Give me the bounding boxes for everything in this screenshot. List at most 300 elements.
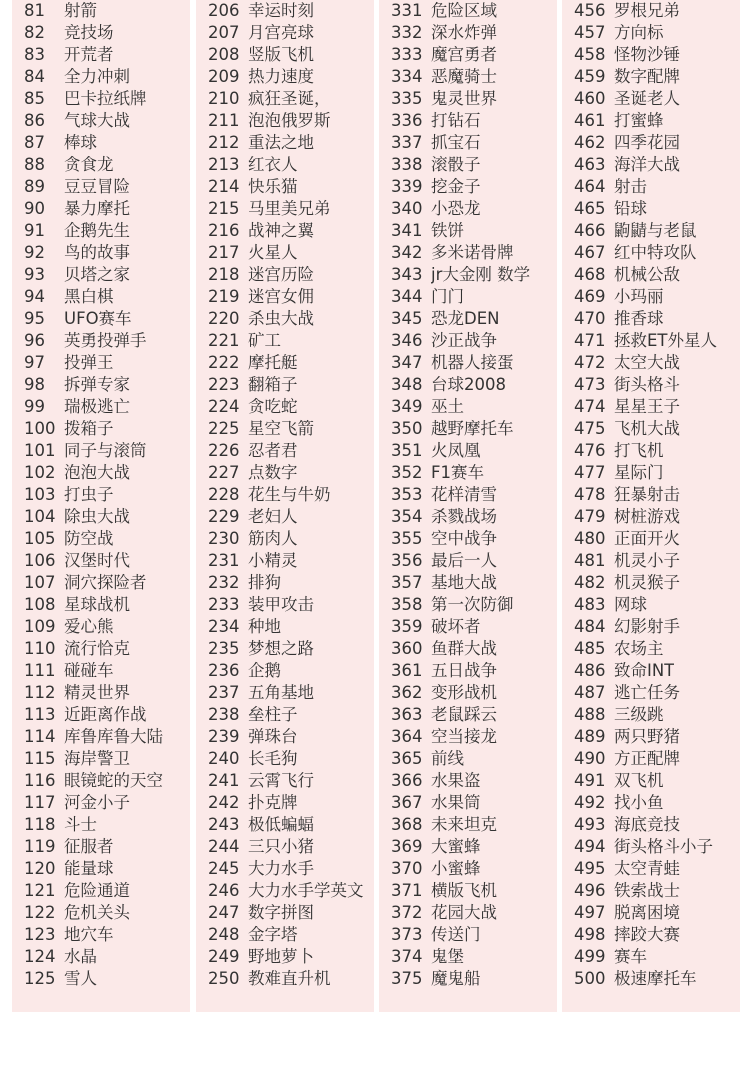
game-number: 101	[24, 441, 56, 460]
game-list-row	[391, 792, 557, 814]
game-list-row	[208, 264, 374, 286]
game-list-row	[574, 462, 740, 484]
game-title: 铁索战士	[614, 881, 680, 900]
game-list-row	[574, 0, 740, 22]
game-number: 244	[208, 837, 240, 856]
game-number: 489	[574, 727, 606, 746]
game-title: 精灵世界	[64, 683, 130, 702]
game-title: 鸟的故事	[64, 243, 130, 262]
game-number: 211	[208, 111, 240, 130]
game-list-row	[391, 0, 557, 22]
game-title: 幻影射手	[614, 617, 680, 636]
game-number: 466	[574, 221, 606, 240]
game-list-row	[24, 176, 190, 198]
game-list-row	[24, 110, 190, 132]
game-title: 赛车	[614, 947, 647, 966]
game-title: 疯狂圣诞，	[248, 89, 331, 108]
game-title: 致命INT	[614, 661, 675, 680]
game-list-row	[24, 0, 190, 22]
game-list-row	[574, 858, 740, 880]
game-list-column-4	[562, 0, 740, 1012]
game-list-row	[391, 902, 557, 924]
game-title: 深水炸弹	[431, 23, 497, 42]
game-number: 227	[208, 463, 240, 482]
game-title: 恐龙DEN	[431, 309, 500, 328]
game-list-row	[208, 836, 374, 858]
game-list-row	[24, 880, 190, 902]
game-list-row	[24, 902, 190, 924]
game-number: 233	[208, 595, 240, 614]
game-title: 脱离困境	[614, 903, 680, 922]
game-number: 338	[391, 155, 423, 174]
game-list-row	[208, 484, 374, 506]
game-number: 496	[574, 881, 606, 900]
game-list-row	[208, 682, 374, 704]
game-title: 筋肉人	[248, 529, 298, 548]
game-title: 极速摩托车	[614, 969, 697, 988]
game-title: 征服者	[64, 837, 114, 856]
game-number: 209	[208, 67, 240, 86]
game-title: F1赛车	[431, 463, 484, 482]
game-number: 93	[24, 265, 45, 284]
game-list-row	[391, 704, 557, 726]
game-number: 104	[24, 507, 56, 526]
game-number: 335	[391, 89, 423, 108]
game-title: 前线	[431, 749, 464, 768]
game-list-row	[208, 396, 374, 418]
game-number: 368	[391, 815, 423, 834]
game-title: 太空青蛙	[614, 859, 680, 878]
game-title: 极低蝙蝠	[248, 815, 314, 834]
game-number: 475	[574, 419, 606, 438]
game-title: 越野摩托车	[431, 419, 514, 438]
game-title: 传送门	[431, 925, 481, 944]
game-list-row	[574, 528, 740, 550]
game-title: 棒球	[64, 133, 97, 152]
game-number: 463	[574, 155, 606, 174]
game-number: 362	[391, 683, 423, 702]
game-title: 英勇投弹手	[64, 331, 147, 350]
game-title: 豆豆冒险	[64, 177, 130, 196]
game-title: 台球2008	[431, 375, 506, 394]
game-title: 第一次防御	[431, 595, 514, 614]
game-list-row	[574, 44, 740, 66]
game-title: 多米诺骨牌	[431, 243, 514, 262]
game-list-row	[24, 770, 190, 792]
game-title: 三只小猪	[248, 837, 314, 856]
game-list-row	[24, 462, 190, 484]
game-number: 206	[208, 1, 240, 20]
game-list-row	[391, 748, 557, 770]
game-list-row	[574, 748, 740, 770]
game-list-row	[391, 154, 557, 176]
game-list-row	[391, 880, 557, 902]
game-list-row	[574, 374, 740, 396]
game-title: 暴力摩托	[64, 199, 130, 218]
game-title: 太空大战	[614, 353, 680, 372]
game-list-row	[208, 814, 374, 836]
game-title: 重法之地	[248, 133, 314, 152]
game-list-row	[574, 924, 740, 946]
game-list-row	[391, 660, 557, 682]
game-list-row	[208, 132, 374, 154]
game-list-row	[24, 440, 190, 462]
game-title: 小精灵	[248, 551, 298, 570]
game-number: 238	[208, 705, 240, 724]
game-list-row	[24, 594, 190, 616]
game-title: 野地萝卜	[248, 947, 314, 966]
game-list-row	[24, 132, 190, 154]
game-title: 找小鱼	[614, 793, 664, 812]
game-number: 360	[391, 639, 423, 658]
game-list-column-1	[12, 0, 190, 1012]
game-number: 119	[24, 837, 56, 856]
game-list-row	[208, 374, 374, 396]
game-number: 115	[24, 749, 56, 768]
game-number: 333	[391, 45, 423, 64]
game-title: 危险区域	[431, 1, 497, 20]
game-list-row	[574, 638, 740, 660]
game-number: 334	[391, 67, 423, 86]
game-title: 破坏者	[431, 617, 481, 636]
game-title: 挖金子	[431, 177, 481, 196]
game-number: 125	[24, 969, 56, 988]
game-title: 眼镜蛇的天空	[64, 771, 163, 790]
game-list-row	[574, 264, 740, 286]
game-list-row	[208, 330, 374, 352]
game-number: 495	[574, 859, 606, 878]
game-title: 鬼堡	[431, 947, 464, 966]
game-list-row	[574, 814, 740, 836]
game-title: 网球	[614, 595, 647, 614]
game-number: 468	[574, 265, 606, 284]
game-title: 怪物沙锤	[614, 45, 680, 64]
game-list-row	[574, 946, 740, 968]
game-title: 企鹅	[248, 661, 281, 680]
game-number: 231	[208, 551, 240, 570]
game-list-row	[24, 220, 190, 242]
game-title: 数字配牌	[614, 67, 680, 86]
game-list-row	[391, 550, 557, 572]
game-list-row	[208, 22, 374, 44]
game-list-row	[391, 176, 557, 198]
game-number: 89	[24, 177, 45, 196]
game-number: 370	[391, 859, 423, 878]
game-number: 224	[208, 397, 240, 416]
game-list-row	[574, 836, 740, 858]
game-title: 贝塔之家	[64, 265, 130, 284]
game-number: 373	[391, 925, 423, 944]
game-number: 483	[574, 595, 606, 614]
game-list-row	[391, 22, 557, 44]
game-list-row	[24, 660, 190, 682]
game-title: 射箭	[64, 1, 97, 20]
game-list-row	[208, 550, 374, 572]
game-number: 474	[574, 397, 606, 416]
game-list-row	[391, 242, 557, 264]
game-number: 98	[24, 375, 45, 394]
game-list-row	[208, 748, 374, 770]
game-number: 92	[24, 243, 45, 262]
game-title: 热力速度	[248, 67, 314, 86]
game-title: 海底竞技	[614, 815, 680, 834]
game-title: 街头格斗	[614, 375, 680, 394]
game-list-row	[24, 704, 190, 726]
game-title: 竖版飞机	[248, 45, 314, 64]
game-number: 372	[391, 903, 423, 922]
game-list-row	[391, 770, 557, 792]
game-number: 230	[208, 529, 240, 548]
game-list-row	[391, 374, 557, 396]
game-number: 122	[24, 903, 56, 922]
game-list-row	[391, 132, 557, 154]
game-list-row	[391, 814, 557, 836]
game-number: 210	[208, 89, 240, 108]
game-number: 241	[208, 771, 240, 790]
game-number: 366	[391, 771, 423, 790]
game-title: 摔跤大赛	[614, 925, 680, 944]
game-list-row	[391, 44, 557, 66]
game-title: 地穴车	[64, 925, 114, 944]
game-title: 老鼠踩云	[431, 705, 497, 724]
game-list-row	[24, 286, 190, 308]
game-list-row	[574, 616, 740, 638]
game-title: 教难直升机	[248, 969, 331, 988]
game-number: 229	[208, 507, 240, 526]
game-number: 343	[391, 265, 423, 284]
game-list-row	[391, 616, 557, 638]
game-number: 371	[391, 881, 423, 900]
game-list-row	[24, 374, 190, 396]
game-number: 369	[391, 837, 423, 856]
game-list-row	[574, 396, 740, 418]
game-title: 防空战	[64, 529, 114, 548]
game-number: 469	[574, 287, 606, 306]
game-title: 全力冲刺	[64, 67, 130, 86]
game-title: 斗士	[64, 815, 97, 834]
game-number: 488	[574, 705, 606, 724]
game-title: 巴卡拉纸牌	[64, 89, 147, 108]
game-list-row	[391, 220, 557, 242]
game-title: 海洋大战	[614, 155, 680, 174]
game-list-row	[208, 638, 374, 660]
game-title: 恶魔骑士	[431, 67, 497, 86]
game-number: 364	[391, 727, 423, 746]
game-title: 鱼群大战	[431, 639, 497, 658]
game-title: 打飞机	[614, 441, 664, 460]
game-list-row	[208, 880, 374, 902]
game-list-row	[208, 418, 374, 440]
game-list-row	[574, 22, 740, 44]
game-list-row	[574, 352, 740, 374]
game-number: 219	[208, 287, 240, 306]
game-title: 抓宝石	[431, 133, 481, 152]
game-number: 456	[574, 1, 606, 20]
game-title: 铁饼	[431, 221, 464, 240]
game-number: 346	[391, 331, 423, 350]
game-number: 492	[574, 793, 606, 812]
game-list-row	[391, 308, 557, 330]
game-title: 气球大战	[64, 111, 130, 130]
game-list-row	[391, 396, 557, 418]
game-list-row	[574, 110, 740, 132]
game-number: 464	[574, 177, 606, 196]
game-title: 同子与滚筒	[64, 441, 147, 460]
game-list-row	[24, 924, 190, 946]
game-title: jr大金刚 数学	[431, 265, 531, 284]
game-list-row	[24, 66, 190, 88]
game-title: 长毛狗	[248, 749, 298, 768]
game-title: 狂暴射击	[614, 485, 680, 504]
game-number: 465	[574, 199, 606, 218]
game-title: 危险通道	[64, 881, 130, 900]
game-title: 鼩鼱与老鼠	[614, 221, 697, 240]
game-number: 110	[24, 639, 56, 658]
game-number: 118	[24, 815, 56, 834]
game-list-row	[391, 418, 557, 440]
game-number: 120	[24, 859, 56, 878]
game-number: 124	[24, 947, 56, 966]
game-title: 危机关头	[64, 903, 130, 922]
game-title: 飞机大战	[614, 419, 680, 438]
game-number: 493	[574, 815, 606, 834]
game-list-row	[24, 308, 190, 330]
game-title: 排狗	[248, 573, 281, 592]
game-list-table	[12, 0, 738, 1012]
game-list-row	[574, 176, 740, 198]
game-number: 84	[24, 67, 45, 86]
game-list-row	[391, 110, 557, 132]
game-list-row	[24, 264, 190, 286]
game-number: 478	[574, 485, 606, 504]
game-number: 225	[208, 419, 240, 438]
game-list-row	[208, 792, 374, 814]
game-list-row	[24, 44, 190, 66]
game-number: 359	[391, 617, 423, 636]
game-title: 摩托艇	[248, 353, 298, 372]
game-number: 237	[208, 683, 240, 702]
game-title: 贪食龙	[64, 155, 114, 174]
game-number: 352	[391, 463, 423, 482]
game-title: 金字塔	[248, 925, 298, 944]
game-title: 翻箱子	[248, 375, 298, 394]
game-title: 基地大战	[431, 573, 497, 592]
game-list-row	[574, 198, 740, 220]
game-title: 拯救ET外星人	[614, 331, 718, 350]
game-title: 云霄飞行	[248, 771, 314, 790]
game-title: 爱心熊	[64, 617, 114, 636]
game-title: 双飞机	[614, 771, 664, 790]
game-number: 358	[391, 595, 423, 614]
game-number: 470	[574, 309, 606, 328]
game-title: 火凤凰	[431, 441, 481, 460]
game-number: 484	[574, 617, 606, 636]
game-title: 垒柱子	[248, 705, 298, 724]
game-number: 361	[391, 661, 423, 680]
game-title: 大力水手学英文	[248, 881, 364, 900]
game-title: 月宫亮球	[248, 23, 314, 42]
game-number: 100	[24, 419, 56, 438]
game-title: 雪人	[64, 969, 97, 988]
game-title: 推香球	[614, 309, 664, 328]
game-title: 数字拼图	[248, 903, 314, 922]
game-title: 机灵猴子	[614, 573, 680, 592]
game-title: 战神之翼	[248, 221, 314, 240]
game-number: 232	[208, 573, 240, 592]
game-title: 河金小子	[64, 793, 130, 812]
game-title: 方向标	[614, 23, 664, 42]
game-number: 459	[574, 67, 606, 86]
game-number: 97	[24, 353, 45, 372]
game-number: 462	[574, 133, 606, 152]
game-number: 223	[208, 375, 240, 394]
game-number: 208	[208, 45, 240, 64]
game-number: 103	[24, 485, 56, 504]
game-title: 扑克牌	[248, 793, 298, 812]
game-list-row	[208, 770, 374, 792]
game-title: 树桩游戏	[614, 507, 680, 526]
game-list-row	[208, 704, 374, 726]
game-number: 102	[24, 463, 56, 482]
game-number: 106	[24, 551, 56, 570]
game-list-row	[208, 902, 374, 924]
game-title: 打蜜蜂	[614, 111, 664, 130]
game-title: 企鹅先生	[64, 221, 130, 240]
game-title: 泡泡大战	[64, 463, 130, 482]
game-number: 460	[574, 89, 606, 108]
game-title: 汉堡时代	[64, 551, 130, 570]
game-title: 罗根兄弟	[614, 1, 680, 20]
game-title: 梦想之路	[248, 639, 314, 658]
game-number: 117	[24, 793, 56, 812]
game-title: 除虫大战	[64, 507, 130, 526]
game-number: 350	[391, 419, 423, 438]
game-title: 水晶	[64, 947, 97, 966]
game-list-row	[391, 836, 557, 858]
game-list-row	[24, 550, 190, 572]
game-title: 沙正战争	[431, 331, 497, 350]
game-number: 111	[24, 661, 56, 680]
game-list-row	[208, 726, 374, 748]
game-list-row	[24, 352, 190, 374]
game-title: 拨箱子	[64, 419, 114, 438]
game-number: 218	[208, 265, 240, 284]
game-list-row	[24, 616, 190, 638]
game-list-row	[24, 572, 190, 594]
game-number: 242	[208, 793, 240, 812]
game-title: 碰碰车	[64, 661, 114, 680]
game-list-row	[391, 330, 557, 352]
game-title: 水果盗	[431, 771, 481, 790]
game-number: 472	[574, 353, 606, 372]
game-list-row	[391, 462, 557, 484]
game-title: 大蜜蜂	[431, 837, 481, 856]
game-number: 498	[574, 925, 606, 944]
game-list-row	[208, 198, 374, 220]
game-number: 363	[391, 705, 423, 724]
game-list-row	[574, 220, 740, 242]
game-title: 巫土	[431, 397, 464, 416]
game-title: 装甲攻击	[248, 595, 314, 614]
game-list-row	[208, 462, 374, 484]
game-title: 点数字	[248, 463, 298, 482]
game-list-row	[391, 88, 557, 110]
game-number: 357	[391, 573, 423, 592]
game-title: 四季花园	[614, 133, 680, 152]
game-number: 99	[24, 397, 45, 416]
game-number: 247	[208, 903, 240, 922]
game-number: 461	[574, 111, 606, 130]
